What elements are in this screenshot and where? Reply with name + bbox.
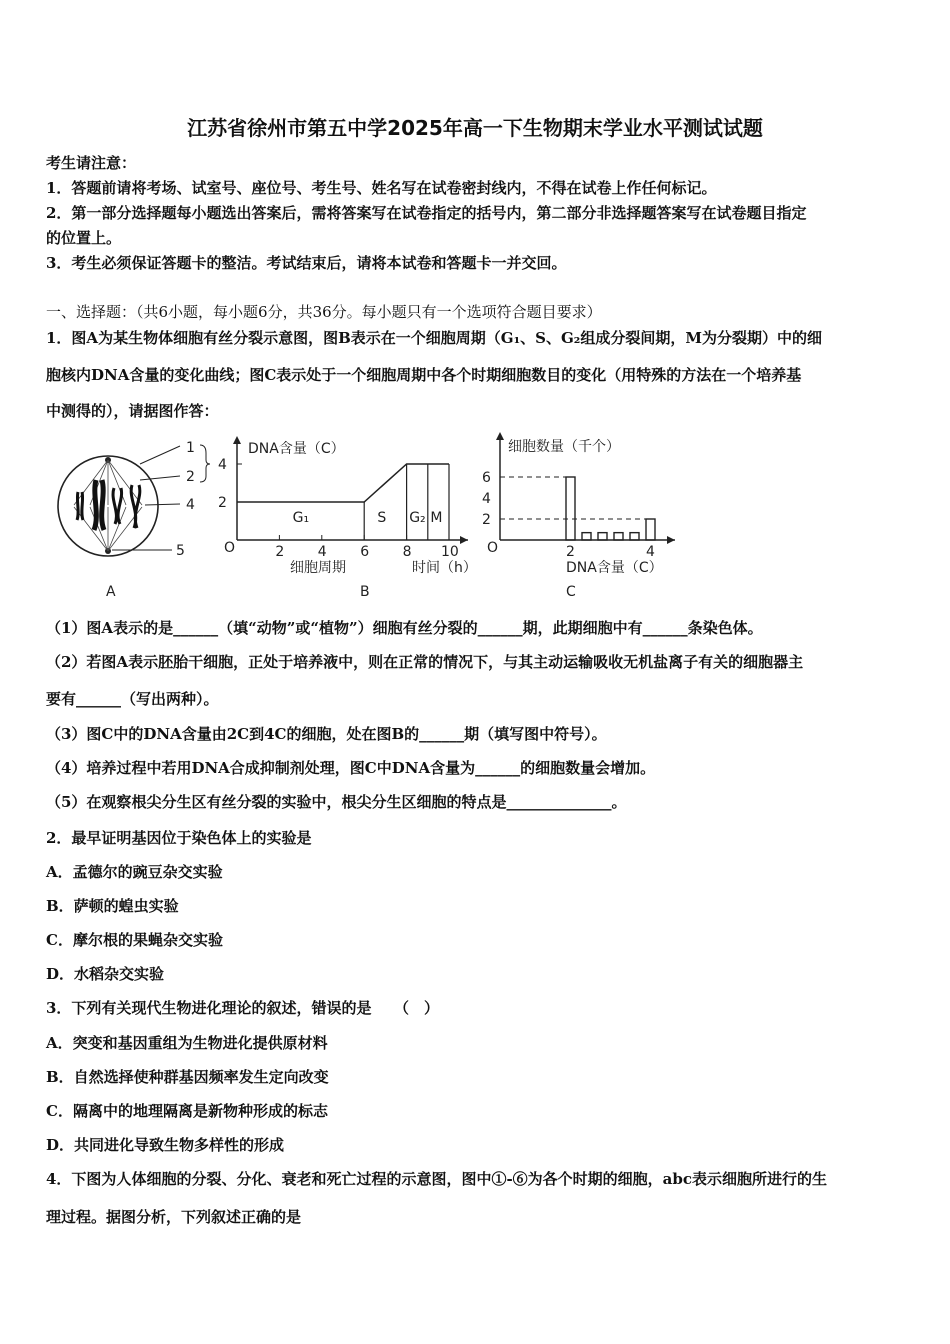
y-tick-label: 4 [218,457,227,473]
x-axis-label: 细胞周期 [290,560,346,576]
x-arrow [667,536,675,544]
y-axis-label: DNA含量（C） [248,441,345,457]
x-axis-label: DNA含量（C） [566,560,663,576]
figure-abc [0,425,950,610]
q3-option: A．突变和基因重组为生物进化提供原材料 [46,1034,328,1052]
q2-option: D．水稻杂交实验 [46,965,165,983]
q1-sub-3: （3）图C中的DNA含量由2C到4C的细胞，处在图B的______期（填写图中符号）。 [46,725,607,743]
chromosome [131,485,140,528]
q1-sub-2: （2）若图A表示胚胎干细胞，正处于培养液中，则在正常的情况下，与其主动运输吸收无机盐离子有关的细胞器主 [46,653,804,671]
q2-option: C．摩尔根的果蝇杂交实验 [46,931,223,949]
y-arrow [496,432,504,440]
bar [646,519,655,540]
label-5: 5 [176,543,185,559]
x-tick-label: 10 [441,544,459,560]
q2-stem: 2．最早证明基因位于染色体上的实验是 [46,829,312,847]
origin-label: O [487,540,499,556]
x-tick-label: 4 [646,544,655,560]
q1-sub-2-cont: 要有______（写出两种）。 [46,690,219,708]
q3-option: D．共同进化导致生物多样性的形成 [46,1136,285,1154]
notice-item: 1．答题前请将考场、试室号、座位号、考生号、姓名写在试卷密封线内，不得在试卷上作任何标记。 [46,179,717,197]
q2-option: A．孟德尔的豌豆杂交实验 [46,863,223,881]
q1-sub-5: （5）在观察根尖分生区有丝分裂的实验中，根尖分生区细胞的特点是______________。 [46,793,627,811]
x-axis-unit: 时间（h） [412,560,477,576]
y-arrow [233,436,241,444]
bar [582,533,591,540]
figure-a [58,440,210,600]
q1-stem: 胞核内DNA含量的变化曲线；图C表示处于一个细胞周期中各个时期细胞数目的变化（用特殊的方法在一个培养基 [46,366,802,384]
q3-option: C．隔离中的地理隔离是新物种形成的标志 [46,1102,328,1120]
chromosome [94,480,104,530]
q3-option: B．自然选择使种群基因频率发生定向改变 [46,1068,329,1086]
q3-stem: 3．下列有关现代生物进化理论的叙述，错误的是 （ ） [46,999,439,1017]
q2-option: B．萨顿的蝗虫实验 [46,897,179,915]
phase-label: G₂ [409,510,426,526]
exam-title: 江苏省徐州市第五中学2025年高一下生物期末学业水平测试试题 [187,116,763,140]
caption-c: C [566,584,576,600]
x-arrow [460,536,468,544]
bracket [200,445,210,482]
q4-stem: 4．下图为人体细胞的分裂、分化、衰老和死亡过程的示意图，图中①-⑥为各个时期的细胞，abc表示细胞所进行的生 [46,1170,828,1188]
chromosome [77,492,83,520]
label-1: 1 [186,440,195,456]
notice-item: 的位置上。 [46,229,122,247]
bar [630,533,639,540]
q1-stem: 中测得的），请据图作答： [46,402,219,420]
caption-a: A [106,584,116,600]
origin-label: O [224,540,236,556]
bar [598,533,607,540]
notice-item: 3．考生必须保证答题卡的整洁。考试结束后，请将本试卷和答题卡一并交回。 [46,254,567,272]
x-tick-label: 2 [275,544,285,560]
bar [614,533,623,540]
q4-stem: 理过程。据图分析，下列叙述正确的是 [46,1208,302,1226]
label-4: 4 [186,497,195,513]
label-2: 2 [186,469,195,485]
section-heading: 一、选择题：（共6小题，每小题6分，共36分。每小题只有一个选项符合题目要求） [46,303,602,321]
x-tick-label: 4 [317,544,327,560]
y-tick-label: 4 [482,491,491,507]
q1-sub-1: （1）图A表示的是______（填“动物”或“植物”）细胞有丝分裂的______期，此期细胞中有______条染色体。 [46,619,763,637]
phase-label: G₁ [292,510,310,526]
x-tick-label: 6 [360,544,370,560]
y-tick-label: 2 [482,512,491,528]
chromosome [113,488,122,524]
caption-b: B [360,584,370,600]
q1-sub-4: （4）培养过程中若用DNA合成抑制剂处理，图C中DNA含量为______的细胞数量会增加。 [46,759,656,777]
dna-curve [237,464,449,502]
figure-c [482,432,675,600]
y-axis-label: 细胞数量（千个） [508,439,620,455]
spindle-lower [74,507,142,551]
phase-label: M [430,510,443,526]
phase-label: S [377,510,387,526]
y-tick-label: 6 [482,470,491,486]
q1-stem: 1．图A为某生物体细胞有丝分裂示意图，图B表示在一个细胞周期（G₁、S、G₂组成分裂间期，M为分裂期）中的细 [46,329,822,347]
figure-b [218,436,477,600]
x-tick-label: 2 [566,544,575,560]
x-tick-label: 8 [402,544,412,560]
notice-item: 2．第一部分选择题每小题选出答案后，需将答案写在试卷指定的括号内，第二部分非选择题答案写在试卷题目指定 [46,204,807,222]
y-tick-label: 2 [218,495,227,511]
notice-heading: 考生请注意： [46,154,137,172]
bar [566,477,575,540]
